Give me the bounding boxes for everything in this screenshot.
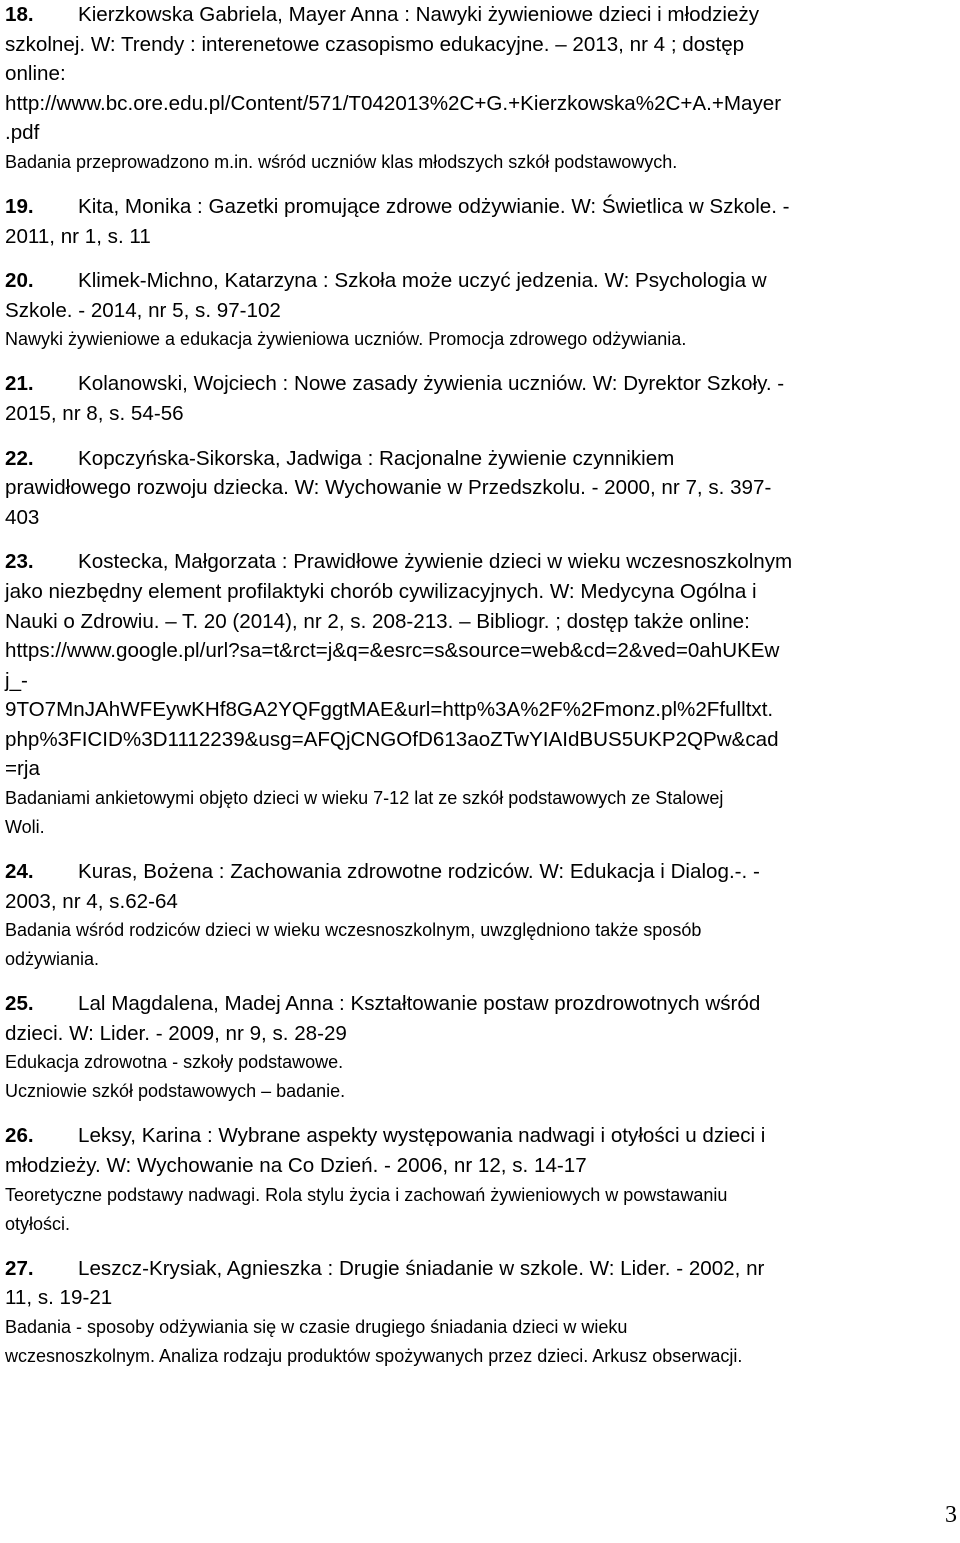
- citation-text: jako niezbędny element profilaktyki chorób cywilizacyjnych. W: Medycyna Ogólna i: [5, 579, 757, 603]
- citation-text: Kita, Monika : Gazetki promujące zdrowe odżywianie. W: Świetlica w Szkole. -: [78, 194, 790, 218]
- bibliography-entry: [5, 1254, 957, 1371]
- citation-text: Klimek-Michno, Katarzyna : Szkoła może uczyć jedzenia. W: Psychologia w: [78, 269, 767, 293]
- citation-text: 2011, nr 1, s. 11: [5, 224, 151, 248]
- entry-number: 25.: [5, 992, 34, 1016]
- citation-line: [5, 0, 957, 30]
- citation-line: [5, 607, 957, 637]
- citation-text: szkolnej. W: Trendy : interenetowe czasopismo edukacyjne. – 2013, nr 4 ; dostęp: [5, 32, 745, 56]
- entry-annotation: otyłości.: [5, 1213, 71, 1234]
- entry-annotation: Edukacja zdrowotna - szkoły podstawowe.: [5, 1052, 344, 1073]
- entry-annotation: odżywiania.: [5, 949, 100, 970]
- bibliography-entry: [5, 1121, 957, 1238]
- citation-text: Kolanowski, Wojciech : Nowe zasady żywienia uczniów. W: Dyrektor Szkoły. -: [78, 372, 785, 396]
- citation-line: [5, 399, 957, 429]
- citation-text: .pdf: [5, 121, 40, 145]
- citation-line: [5, 989, 957, 1019]
- citation-line: [5, 666, 957, 696]
- citation-line: [5, 296, 957, 326]
- citation-text: dzieci. W: Lider. - 2009, nr 9, s. 28-29: [5, 1021, 347, 1045]
- citation-text: młodzieży. W: Wychowanie na Co Dzień. - 2006, nr 12, s. 14-17: [5, 1154, 587, 1178]
- citation-line: [5, 444, 957, 474]
- citation-text: Nauki o Zdrowiu. – T. 20 (2014), nr 2, s. 208-213. – Bibliogr. ; dostęp także online:: [5, 609, 750, 633]
- citation-line: [5, 1019, 957, 1049]
- citation-line: [5, 887, 957, 917]
- bibliography-page: [5, 0, 957, 1386]
- entry-number: 21.: [5, 372, 34, 396]
- entry-number: 20.: [5, 269, 34, 293]
- citation-line: [5, 89, 957, 119]
- bibliography-entry: [5, 857, 957, 974]
- citation-line: [5, 577, 957, 607]
- page-number: 3: [945, 1502, 957, 1528]
- citation-text: 403: [5, 505, 40, 529]
- entry-number: 26.: [5, 1124, 34, 1148]
- citation-line: [5, 266, 957, 296]
- citation-text: Szkole. - 2014, nr 5, s. 97-102: [5, 298, 281, 322]
- citation-line: [5, 636, 957, 666]
- citation-line: [5, 222, 957, 252]
- citation-text: https://www.google.pl/url?sa=t&rct=j&q=&esrc=s&source=web&cd=2&ved=0ahUKEw: [5, 639, 780, 663]
- entry-number: 22.: [5, 446, 34, 470]
- entry-annotation: Teoretyczne podstawy nadwagi. Rola stylu życia i zachowań żywieniowych w powstawaniu: [5, 1184, 728, 1205]
- citation-text: online:: [5, 62, 66, 86]
- citation-line: [5, 59, 957, 89]
- bibliography-entry: [5, 266, 957, 354]
- bibliography-entry: [5, 444, 957, 533]
- citation-text: =rja: [5, 757, 40, 781]
- citation-line: [5, 857, 957, 887]
- citation-line: [5, 547, 957, 577]
- citation-line: [5, 1151, 957, 1181]
- bibliography-entry: [5, 989, 957, 1106]
- citation-line: [5, 1121, 957, 1151]
- bibliography-entry: [5, 547, 957, 842]
- entry-annotation: Woli.: [5, 817, 45, 838]
- entry-annotation: Nawyki żywieniowe a edukacja żywieniowa uczniów. Promocja zdrowego odżywiania.: [5, 329, 687, 350]
- citation-line: [5, 30, 957, 60]
- citation-text: Kostecka, Małgorzata : Prawidłowe żywienie dzieci w wieku wczesnoszkolnym: [78, 550, 793, 574]
- citation-text: 9TO7MnJAhWFEywKHf8GA2YQFggtMAE&url=http%3A%2F%2Fmonz.pl%2Ffulltxt.: [5, 698, 774, 722]
- citation-text: Leksy, Karina : Wybrane aspekty występowania nadwagi i otyłości u dzieci i: [78, 1124, 766, 1148]
- citation-line: [5, 754, 957, 784]
- citation-text: Lal Magdalena, Madej Anna : Kształtowanie postaw prozdrowotnych wśród: [78, 992, 761, 1016]
- citation-line: [5, 1254, 957, 1284]
- entry-number: 19.: [5, 194, 34, 218]
- bibliography-entry: [5, 0, 957, 177]
- citation-text: 2015, nr 8, s. 54-56: [5, 401, 184, 425]
- citation-line: [5, 369, 957, 399]
- citation-text: Kuras, Bożena : Zachowania zdrowotne rodziców. W: Edukacja i Dialog.-. -: [78, 860, 760, 884]
- citation-text: http://www.bc.ore.edu.pl/Content/571/T042013%2C+G.+Kierzkowska%2C+A.+Mayer: [5, 91, 782, 115]
- citation-line: [5, 503, 957, 533]
- citation-text: Leszcz-Krysiak, Agnieszka : Drugie śniadanie w szkole. W: Lider. - 2002, nr: [78, 1256, 765, 1280]
- entry-number: 24.: [5, 860, 34, 884]
- entry-annotation: Badania - sposoby odżywiania się w czasie drugiego śniadania dzieci w wieku: [5, 1316, 628, 1337]
- entry-number: 23.: [5, 550, 34, 574]
- citation-line: [5, 695, 957, 725]
- entry-annotation: Badania przeprowadzono m.in. wśród uczniów klas młodszych szkół podstawowych.: [5, 151, 678, 172]
- citation-line: [5, 1283, 957, 1313]
- entry-annotation: Badania wśród rodziców dzieci w wieku wczesnoszkolnym, uwzględniono także sposób: [5, 920, 702, 941]
- entry-number: 27.: [5, 1256, 34, 1280]
- citation-text: Kopczyńska-Sikorska, Jadwiga : Racjonalne żywienie czynnikiem: [78, 446, 675, 470]
- citation-line: [5, 118, 957, 148]
- entry-number: 18.: [5, 3, 34, 26]
- citation-line: [5, 192, 957, 222]
- bibliography-entry: [5, 369, 957, 428]
- citation-text: php%3FICID%3D1112239&usg=AFQjCNGOfD613aoZTwYIAIdBUS5UKP2QPw&cad: [5, 727, 779, 751]
- citation-text: 11, s. 19-21: [5, 1286, 113, 1310]
- citation-line: [5, 473, 957, 503]
- entry-annotation: wczesnoszkolnym. Analiza rodzaju produktów spożywanych przez dzieci. Arkusz obserwacji.: [5, 1345, 743, 1366]
- citation-text: prawidłowego rozwoju dziecka. W: Wychowanie w Przedszkolu. - 2000, nr 7, s. 397-: [5, 476, 772, 500]
- citation-text: 2003, nr 4, s.62-64: [5, 889, 178, 913]
- bibliography-entry: [5, 192, 957, 251]
- citation-text: Kierzkowska Gabriela, Mayer Anna : Nawyki żywieniowe dzieci i młodzieży: [78, 3, 759, 26]
- citation-text: j_-: [5, 668, 28, 692]
- entry-annotation: Badaniami ankietowymi objęto dzieci w wieku 7-12 lat ze szkół podstawowych ze Stalowej: [5, 788, 724, 809]
- entry-annotation: Uczniowie szkół podstawowych – badanie.: [5, 1081, 346, 1102]
- citation-line: [5, 725, 957, 755]
